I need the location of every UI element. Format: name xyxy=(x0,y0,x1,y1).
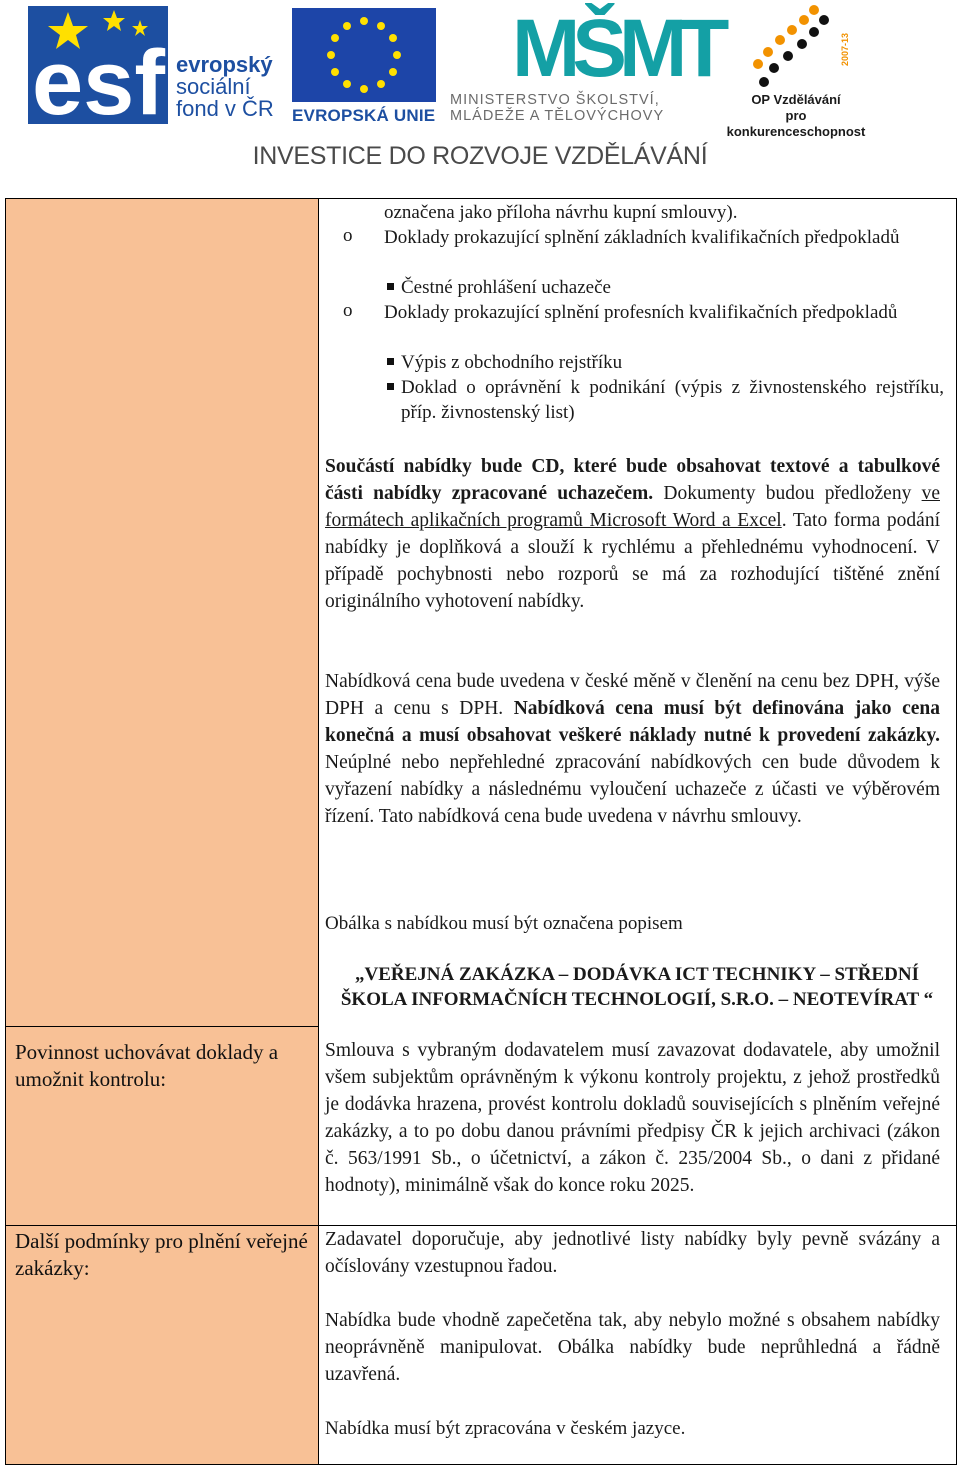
eu-flag-logo xyxy=(292,8,436,102)
envelope-label: „VEŘEJNÁ ZAKÁZKA – DODÁVKA ICT TECHNIKY – STŘEDNÍ ŠKOLA INFORMAČNÍCH TECHNOLOGIÍ, S.R.O. – NEOTEVÍRAT “ xyxy=(340,964,934,1010)
op-vzdelavani-logo xyxy=(744,2,850,92)
paragraph-language: Nabídka musí být zpracována v českém jazyce. xyxy=(325,1418,686,1439)
list-item-professional-qualification: Doklady prokazující splnění profesních kvalifikačních předpokladů xyxy=(384,302,898,323)
list-bullet-o: o xyxy=(343,300,353,321)
list-subitem-declaration: Čestné prohlášení uchazeče xyxy=(401,277,611,298)
cd-text-1: Dokumenty budou předloženy xyxy=(653,483,922,504)
cd-bold-text: Součástí nabídky bude CD, které bude obsahovat textové a tabulkové části nabídky zpracované uchazečem. xyxy=(325,456,940,504)
label-retain-documents: Povinnost uchovávat doklady a umožnit kontrolu: xyxy=(15,1040,279,1091)
list-subitem-trade-license: Doklad o oprávnění k podnikání (výpis z živnostenského rejstříku, příp. živnostenský list) xyxy=(401,377,944,423)
square-bullet-icon xyxy=(387,383,394,390)
square-bullet-icon xyxy=(387,283,394,290)
esf-logo xyxy=(28,6,173,134)
list-item-basic-qualification: Doklady prokazující splnění základních kvalifikačních předpokladů xyxy=(384,227,900,248)
row-divider xyxy=(6,1026,319,1027)
price-text-2: Neúplné nebo nepřehledné zpracování nabídkových cen bude důvodem k vyřazení nabídky a následnému vyloučení uchazeče z účasti ve výběrovém řízení. Tato nabídková cena bude uvedena v návrhu smlouvy. xyxy=(325,752,940,827)
list-continuation: označena jako příloha návrhu kupní smlouvy). xyxy=(384,202,738,223)
investice-banner: INVESTICE DO ROZVOJE VZDĚLÁVÁNÍ xyxy=(252,142,708,170)
esf-logo-text: evropský sociální fond v ČR xyxy=(176,52,274,121)
price-text-1: Nabídková cena bude uvedena v české měně v členění na cenu bez DPH, výše DPH a cenu s DPH. xyxy=(325,671,940,719)
square-bullet-icon xyxy=(387,358,394,365)
list-bullet-o: o xyxy=(343,225,353,246)
svg-text:MŠMT: MŠMT xyxy=(512,3,722,94)
paragraph-price xyxy=(325,668,940,830)
header-logo-bar xyxy=(0,0,960,196)
price-bold-text: Nabídková cena musí být definována jako cena konečná a musí obsahovat veškeré náklady nutné k provedení zakázky. xyxy=(325,698,941,746)
cd-underline-text: ve formátech aplikačních programů Microsoft Word a Excel xyxy=(325,483,940,531)
eu-logo-text: EVROPSKÁ UNIE xyxy=(292,106,436,125)
msmt-logo-text: MINISTERSTVO ŠKOLSTVÍ, MLÁDEŽE A TĚLOVÝCHOVY xyxy=(450,92,665,124)
paragraph-cd xyxy=(325,453,940,615)
label-other-conditions: Další podmínky pro plnění veřejné zakázky: xyxy=(15,1229,308,1280)
cd-text-2: . Tato forma podání nabídky je doplňková a slouží k rychlému a přehlednému vyhodnocení. V případě pochybnosti nebo rozporů se má za rozhodující tištěné znění originálního vyhotovení nabídky. xyxy=(325,510,941,612)
paragraph-binding: Zadavatel doporučuje, aby jednotlivé listy nabídky byly pevně svázány a očíslovány vzestupnou řadou. xyxy=(325,1229,940,1277)
envelope-intro: Obálka s nabídkou musí být označena popisem xyxy=(325,913,683,934)
op-years-label: 2007-13 xyxy=(840,32,850,66)
paragraph-retain-documents: Smlouva s vybraným dodavatelem musí zavazovat dodavatele, aby umožnil všem subjektům oprávněným k výkonu kontroly projektu, z jehož prostředků je dodávka hrazena, provést kontrolu dokladů souvisejících s plněním veřejné zakázky, a to po dobu danou právními předpisy ČR k jejich archivaci (zákon č. 563/1991 Sb., o účetnictví, a zákon č. 235/2004 Sb., o dani z přidané hodnoty), minimálně však do konce roku 2025. xyxy=(325,1040,940,1196)
op-logo-text: OP Vzdělávání pro konkurenceschopnost xyxy=(726,92,866,139)
msmt-logo xyxy=(512,3,722,94)
paragraph-sealing: Nabídka bude vhodně zapečetěna tak, aby nebylo možné s obsahem nabídky neoprávněně manipulovat. Obálka nabídky bude neprůhledná a řádně uzavřená. xyxy=(325,1310,940,1385)
list-subitem-register-extract: Výpis z obchodního rejstříku xyxy=(401,352,623,373)
svg-text:esf: esf xyxy=(32,32,165,134)
